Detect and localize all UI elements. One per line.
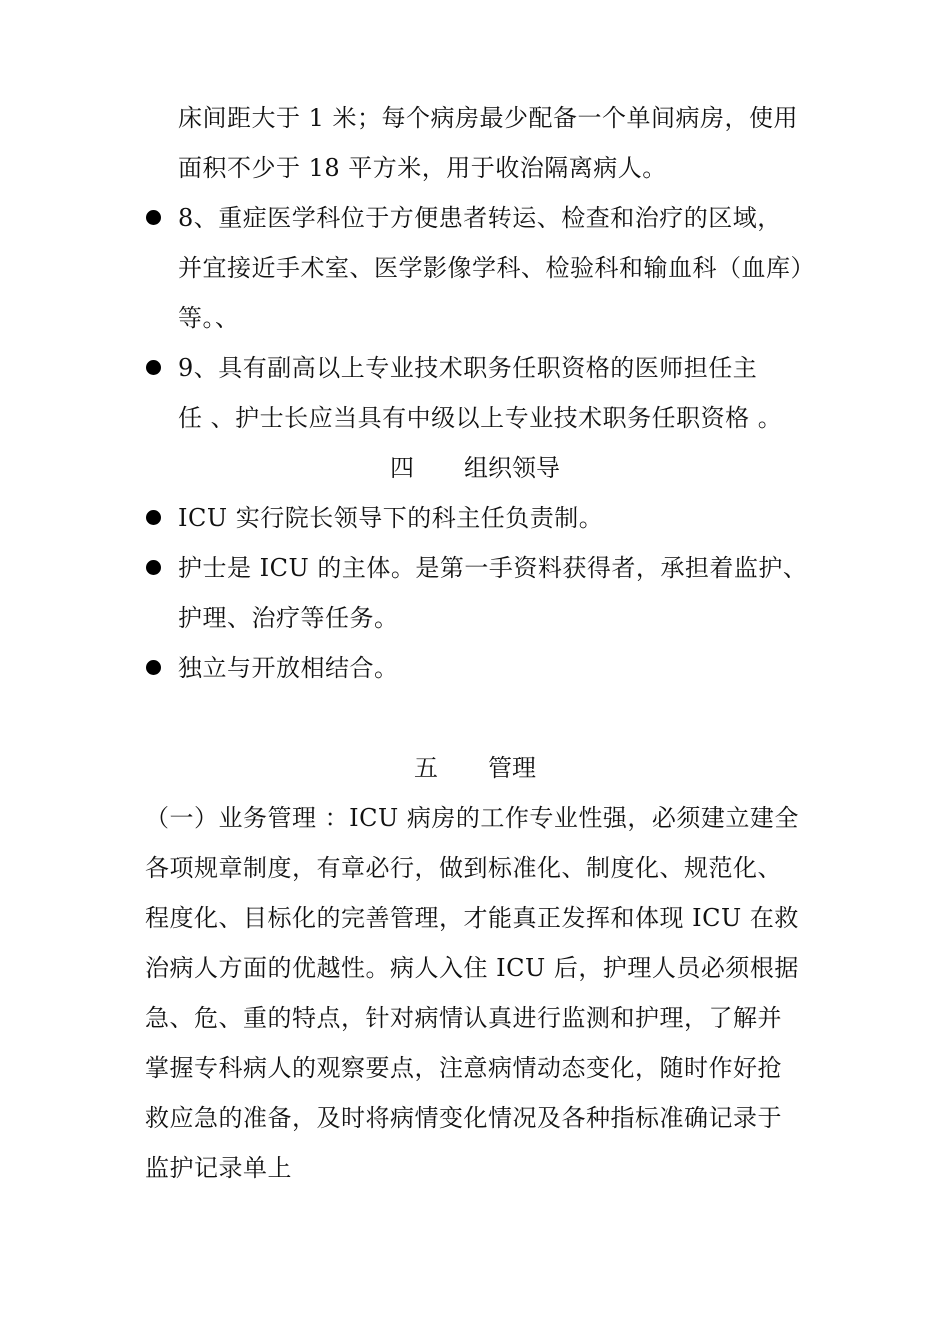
paragraph-line: 急、危、重的特点，针对病情认真进行监测和护理，了解并: [145, 1004, 782, 1032]
paragraph-line: 程度化、目标化的完善管理，才能真正发挥和体现 ICU 在救: [145, 904, 799, 932]
text-line: 床间距大于 1 米；每个病房最少配备一个单间病房，使用: [178, 104, 799, 132]
paragraph-line: 掌握专科病人的观察要点，注意病情动态变化，随时作好抢: [145, 1054, 782, 1082]
bullet-icon: [146, 210, 161, 225]
bullet-icon: [146, 510, 161, 525]
paragraph-line: （一）业务管理 ：ICU 病房的工作专业性强，必须建立建全: [145, 804, 799, 832]
section-heading: [0, 753, 950, 783]
text-line: 并宜接近手术室、医学影像学科、检验科和输血科（血库）: [178, 254, 815, 282]
section-number: 五: [414, 754, 438, 782]
list-item: 护士是 ICU 的主体。是第一手资料获得者，承担着监护、: [178, 554, 808, 582]
bullet-icon: [146, 560, 161, 575]
list-item: ICU 实行院长领导下的科主任负责制。: [178, 504, 604, 532]
paragraph-line: 救应急的准备，及时将病情变化情况及各种指标准确记录于: [145, 1104, 782, 1132]
list-item: 独立与开放相结合。: [178, 654, 399, 682]
text-line: 9、具有副高以上专业技术职务任职资格的医师担任主: [178, 354, 758, 382]
text-line: 等。、: [178, 304, 240, 332]
section-heading: [0, 453, 950, 483]
list-item: 护理、治疗等任务。: [178, 604, 399, 632]
bullet-icon: [146, 660, 161, 675]
text-line: 任 、护士长应当具有中级以上专业技术职务任职资格 。: [178, 404, 783, 432]
bullet-icon: [146, 360, 161, 375]
section-title: 管理: [488, 754, 536, 782]
text-line: 面积不少于 18 平方米，用于收治隔离病人。: [178, 154, 667, 182]
section-title: 组织领导: [464, 454, 560, 482]
text-line: 8、重症医学科位于方便患者转运、检查和治疗的区域，: [178, 204, 782, 232]
section-number: 四: [390, 454, 414, 482]
paragraph-line: 监护记录单上: [145, 1154, 292, 1182]
paragraph-line: 各项规章制度，有章必行，做到标准化、制度化、规范化、: [145, 854, 782, 882]
paragraph-line: 治病人方面的优越性。病人入住 ICU 后，护理人员必须根据: [145, 954, 799, 982]
